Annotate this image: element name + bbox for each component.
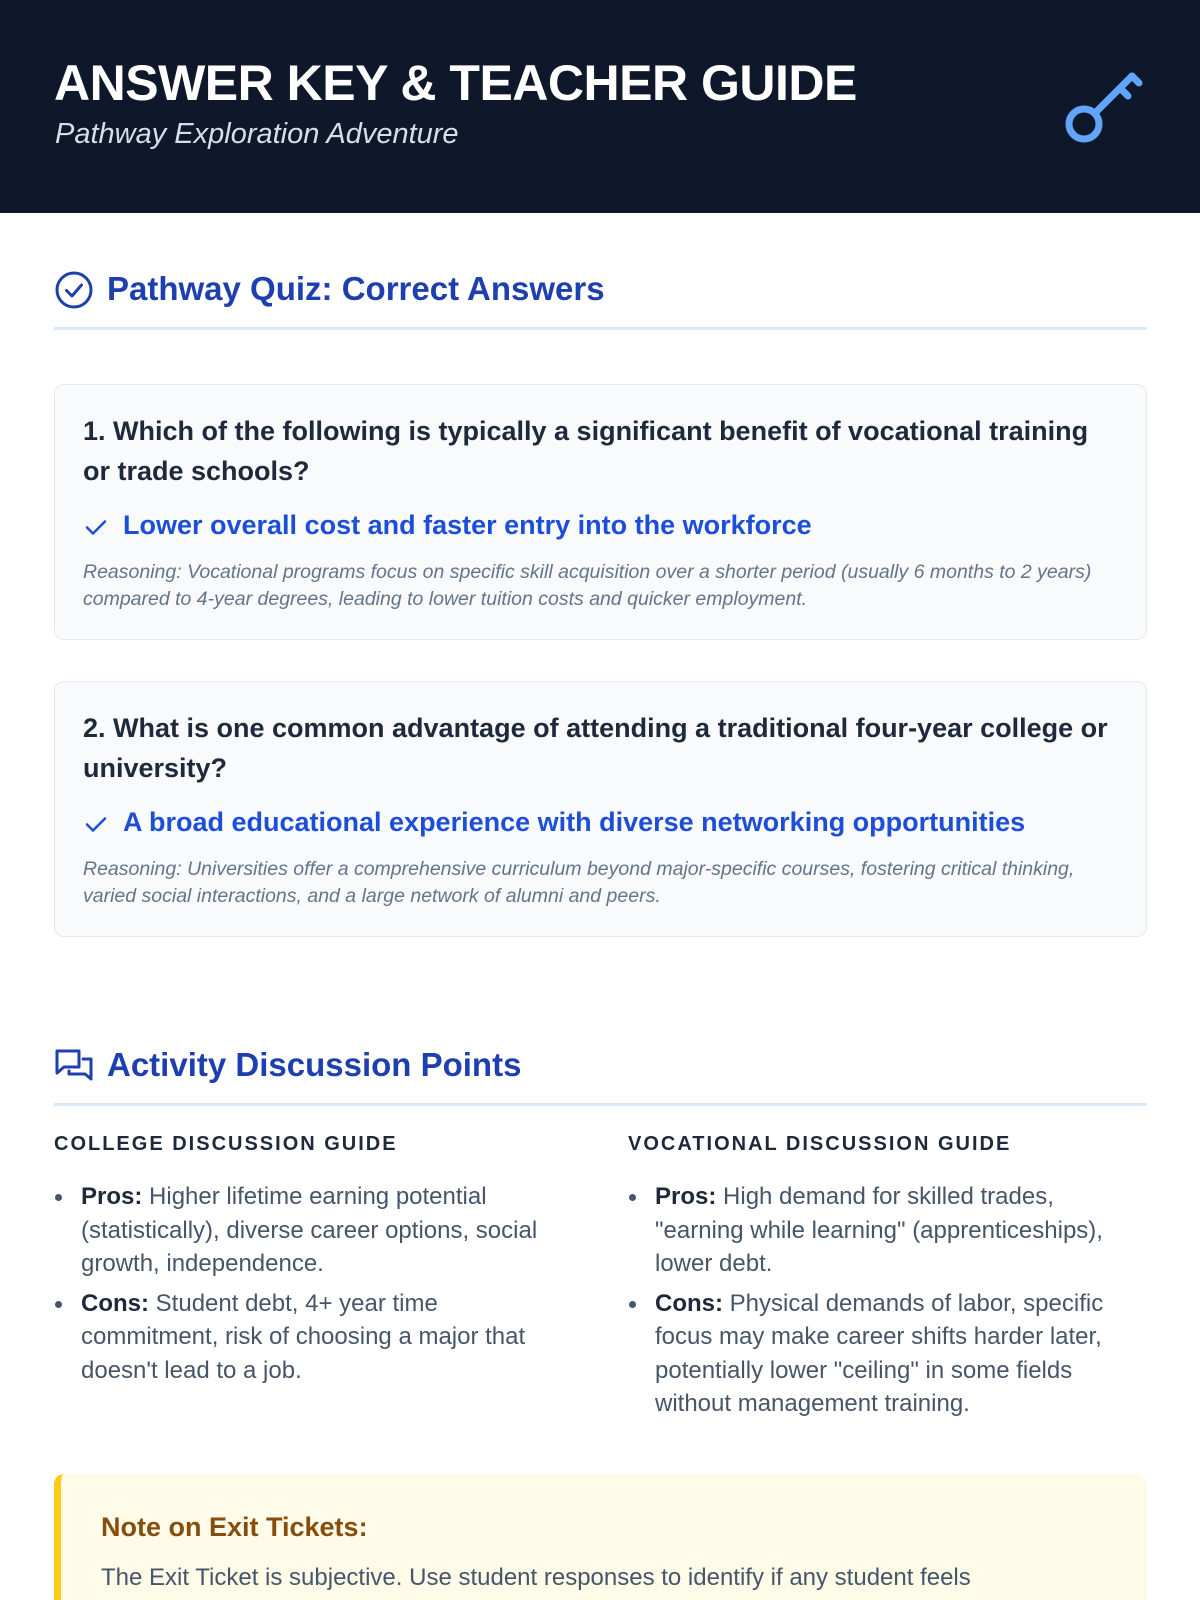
- pros-label: Pros:: [655, 1183, 717, 1210]
- check-circle-icon: [54, 270, 94, 310]
- correct-answer: Lower overall cost and faster entry into the workforce: [123, 510, 812, 540]
- pros-text: Higher lifetime earning potential (statistically), diverse career options, social growth, independence.: [81, 1183, 538, 1277]
- list-item: [628, 1287, 1128, 1421]
- answer-reasoning: Reasoning: Universities offer a comprehensive curriculum beyond major-specific courses, fostering critical thinking, varied social interactions, and a large network of alumni and peers.: [83, 858, 1075, 907]
- correct-answer: A broad educational experience with diverse networking opportunities: [123, 807, 1026, 837]
- checkmark-icon: [84, 812, 108, 836]
- question-text: 2. What is one common advantage of attending a traditional four-year college or university?: [83, 713, 1108, 783]
- quiz-question-card-1: [54, 384, 1147, 640]
- cons-text: Physical demands of labor, specific focus may make career shifts harder later, potentially lower "ceiling" in some fields without management training.: [655, 1289, 1104, 1417]
- quiz-section-header: [54, 270, 1147, 330]
- page-title: ANSWER KEY & TEACHER GUIDE: [54, 55, 857, 111]
- list-item: [54, 1180, 554, 1281]
- key-icon: [1064, 64, 1146, 146]
- cons-label: Cons:: [655, 1289, 723, 1317]
- exit-ticket-note: [54, 1474, 1147, 1600]
- quiz-question-card-2: [54, 681, 1147, 937]
- vocational-discussion-guide: [628, 1133, 1128, 1427]
- college-discussion-guide: [54, 1133, 554, 1393]
- quiz-section-title: Pathway Quiz: Correct Answers: [107, 270, 605, 307]
- pros-text: High demand for skilled trades, "earning while learning" (apprenticeships), lower debt.: [655, 1183, 1103, 1277]
- page-subtitle: Pathway Exploration Adventure: [55, 118, 459, 150]
- list-item: [628, 1180, 1128, 1281]
- note-text: The Exit Ticket is subjective. Use student responses to identify if any student feels: [101, 1564, 971, 1591]
- question-text: 1. Which of the following is typically a significant benefit of vocational training or trade schools?: [83, 416, 1089, 486]
- college-points-list: [54, 1180, 554, 1387]
- college-guide-title: COLLEGE DISCUSSION GUIDE: [54, 1133, 398, 1155]
- discussion-section-title: Activity Discussion Points: [107, 1046, 522, 1083]
- checkmark-icon: [84, 515, 108, 539]
- vocational-points-list: [628, 1180, 1128, 1421]
- answer-reasoning: Reasoning: Vocational programs focus on specific skill acquisition over a shorter period (usually 6 months to 2 years) compared to 4-year degrees, leading to lower tuition costs and quicker employment.: [83, 561, 1092, 610]
- cons-label: Cons:: [81, 1289, 149, 1317]
- page-header: [0, 0, 1200, 213]
- list-item: [54, 1287, 554, 1388]
- chat-bubbles-icon: [54, 1046, 94, 1086]
- pros-label: Pros:: [81, 1183, 143, 1210]
- discussion-section-header: [54, 1046, 1147, 1106]
- vocational-guide-title: VOCATIONAL DISCUSSION GUIDE: [628, 1133, 1012, 1155]
- cons-text: Student debt, 4+ year time commitment, risk of choosing a major that doesn't lead to a job.: [81, 1289, 526, 1384]
- note-title: Note on Exit Tickets:: [101, 1512, 368, 1542]
